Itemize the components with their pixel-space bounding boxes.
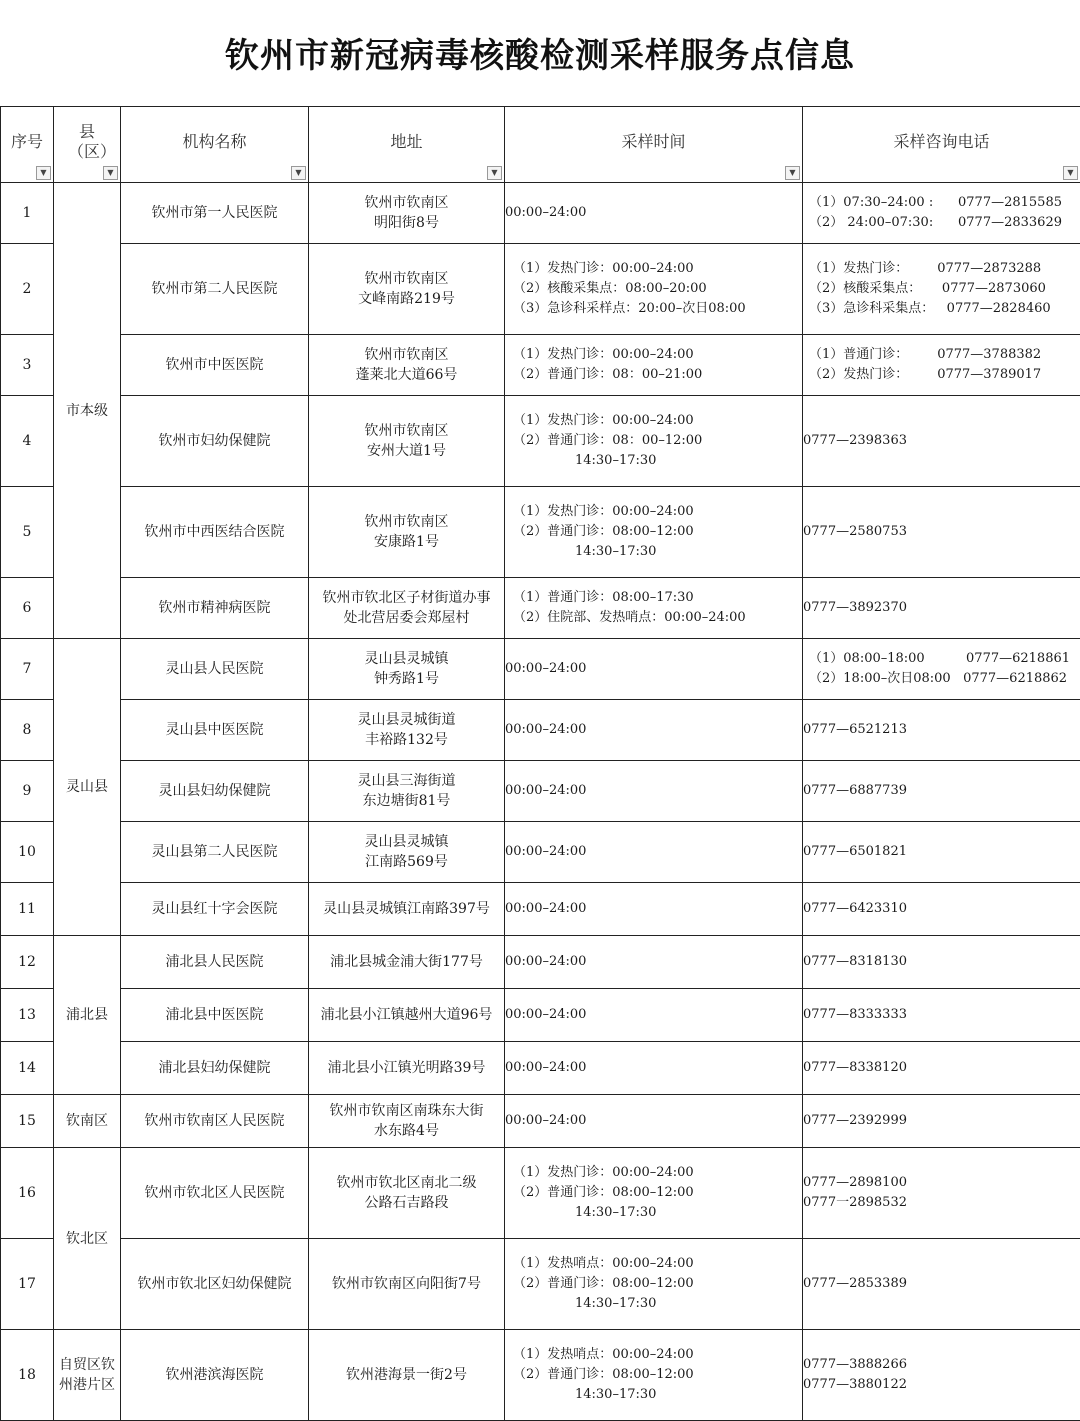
consult-phone [803, 578, 1080, 639]
address-line: 浦北县小江镇越州大道96号 [309, 1005, 504, 1025]
consult-phone-line: 0777—2853389 [803, 1274, 1080, 1294]
institution-name: 浦北县中医医院 [121, 989, 309, 1042]
address [309, 487, 505, 578]
row-number: 15 [1, 1095, 54, 1148]
sampling-time-line: 00:00–24:00 [505, 1058, 802, 1078]
row-number: 9 [1, 761, 54, 822]
institution-name: 钦州市第一人民医院 [121, 183, 309, 244]
sampling-time [505, 335, 803, 396]
sampling-time [505, 1330, 803, 1421]
address-line: 灵山县灵城镇江南路397号 [309, 899, 504, 919]
address-line: 钦州市钦北区南北二级 [309, 1173, 504, 1193]
consult-phone [803, 183, 1080, 244]
address [309, 1095, 505, 1148]
address-line: 浦北县小江镇光明路39号 [309, 1058, 504, 1078]
sampling-time [505, 1095, 803, 1148]
sampling-time-line: 14:30–17:30 [513, 1294, 802, 1314]
table-row [1, 335, 1080, 396]
table-row [1, 989, 1080, 1042]
consult-phone-line: （3）急诊科采集点： 0777—2828460 [809, 299, 1080, 319]
dropdown-filter-icon[interactable]: ▼ [1063, 166, 1078, 180]
row-number: 18 [1, 1330, 54, 1421]
address-line: 钦州市钦南区 [309, 512, 504, 532]
institution-name: 钦州市中西医结合医院 [121, 487, 309, 578]
address-line: 钦州市钦北区子材街道办事 [309, 588, 504, 608]
row-number: 5 [1, 487, 54, 578]
address-line: 浦北县城金浦大街177号 [309, 952, 504, 972]
table-row [1, 183, 1080, 244]
sampling-time-line: （1）发热门诊：00:00–24:00 [513, 1163, 802, 1183]
consult-phone-line: （2）发热门诊： 0777—3789017 [809, 365, 1080, 385]
consult-phone [803, 244, 1080, 335]
consult-phone [803, 1239, 1080, 1330]
institution-name: 钦州港滨海医院 [121, 1330, 309, 1421]
page-title: 钦州市新冠病毒核酸检测采样服务点信息 [0, 28, 1080, 77]
table-row [1, 487, 1080, 578]
institution-name: 钦州市妇幼保健院 [121, 396, 309, 487]
sampling-time-line: （2）普通门诊：08：00–12:00 [513, 431, 802, 451]
institution-name: 钦州市钦北区人民医院 [121, 1148, 309, 1239]
row-number: 12 [1, 936, 54, 989]
sampling-time-line: （2）普通门诊：08:00–12:00 [513, 522, 802, 542]
address-line: 灵山县三海街道 [309, 771, 504, 791]
sampling-time-line: （2）普通门诊：08:00–12:00 [513, 1365, 802, 1385]
address [309, 822, 505, 883]
table-row [1, 822, 1080, 883]
address-line: 钦州市钦南区 [309, 421, 504, 441]
county-cell: 浦北县 [54, 936, 121, 1095]
sampling-time [505, 1239, 803, 1330]
header-time[interactable]: 采样时间 ▼ [505, 107, 803, 183]
sampling-time [505, 883, 803, 936]
consult-phone [803, 487, 1080, 578]
sampling-time-line: 14:30–17:30 [513, 542, 802, 562]
sampling-time-line: 00:00–24:00 [505, 781, 802, 801]
institution-name: 灵山县中医医院 [121, 700, 309, 761]
table-row [1, 700, 1080, 761]
sampling-sites-table [0, 106, 1080, 1421]
consult-phone-line: 0777—3880122 [803, 1375, 1080, 1395]
sampling-time-line: （1）普通门诊：08:00–17:30 [513, 588, 802, 608]
address-line: 灵山县灵城镇 [309, 832, 504, 852]
consult-phone-line: 0777—6501821 [803, 842, 1080, 862]
consult-phone-line: （2） 24:00–07:30: 0777—2833629 [809, 213, 1080, 233]
address-line: 灵山县灵城镇 [309, 649, 504, 669]
sampling-time-line: 00:00–24:00 [505, 1111, 802, 1131]
address-line: 水东路4号 [309, 1121, 504, 1141]
address [309, 700, 505, 761]
consult-phone [803, 936, 1080, 989]
sampling-time-line: 00:00–24:00 [505, 899, 802, 919]
address-line: 江南路569号 [309, 852, 504, 872]
table-row [1, 639, 1080, 700]
table-row [1, 1148, 1080, 1239]
consult-phone-line: 0777—2398363 [803, 431, 1080, 451]
county-cell: 市本级 [54, 183, 121, 639]
sampling-time-line: （1）发热门诊：00:00–24:00 [513, 502, 802, 522]
header-name[interactable]: 机构名称 ▼ [121, 107, 309, 183]
sampling-time-line: 14:30–17:30 [513, 451, 802, 471]
row-number: 14 [1, 1042, 54, 1095]
dropdown-filter-icon[interactable]: ▼ [487, 166, 502, 180]
dropdown-filter-icon[interactable]: ▼ [291, 166, 306, 180]
consult-phone-line: 0777—6887739 [803, 781, 1080, 801]
institution-name: 钦州市精神病医院 [121, 578, 309, 639]
sampling-time [505, 578, 803, 639]
county-cell: 钦南区 [54, 1095, 121, 1148]
sampling-time [505, 487, 803, 578]
row-number: 10 [1, 822, 54, 883]
address [309, 639, 505, 700]
consult-phone-line: 0777—2580753 [803, 522, 1080, 542]
row-number: 4 [1, 396, 54, 487]
institution-name: 浦北县人民医院 [121, 936, 309, 989]
consult-phone [803, 1095, 1080, 1148]
sampling-time-line: （1）发热哨点：00:00–24:00 [513, 1345, 802, 1365]
sampling-time-line: （1）发热门诊：00:00–24:00 [513, 411, 802, 431]
county-cell: 灵山县 [54, 639, 121, 936]
institution-name: 浦北县妇幼保健院 [121, 1042, 309, 1095]
row-number: 13 [1, 989, 54, 1042]
consult-phone-line: （1）普通门诊： 0777—3788382 [809, 345, 1080, 365]
address [309, 335, 505, 396]
institution-name: 钦州市第二人民医院 [121, 244, 309, 335]
institution-name: 钦州市中医医院 [121, 335, 309, 396]
table-row [1, 1042, 1080, 1095]
address-line: 文峰南路219号 [309, 289, 504, 309]
consult-phone-line: 0777一2898532 [803, 1193, 1080, 1213]
table-row [1, 1095, 1080, 1148]
institution-name: 灵山县第二人民医院 [121, 822, 309, 883]
row-number: 2 [1, 244, 54, 335]
consult-phone-line: （2）18:00–次日08:00 0777—6218862 [809, 669, 1080, 689]
sampling-time [505, 396, 803, 487]
sampling-time-line: （1）发热门诊：00:00–24:00 [513, 345, 802, 365]
consult-phone-line: 0777—6521213 [803, 720, 1080, 740]
header-address[interactable]: 地址 ▼ [309, 107, 505, 183]
header-row [1, 107, 1080, 183]
address [309, 883, 505, 936]
row-number: 3 [1, 335, 54, 396]
institution-name: 灵山县红十字会医院 [121, 883, 309, 936]
row-number: 11 [1, 883, 54, 936]
table-row [1, 1330, 1080, 1421]
address [309, 1042, 505, 1095]
consult-phone-line: 0777—6423310 [803, 899, 1080, 919]
address-line: 东边塘街81号 [309, 791, 504, 811]
address [309, 1239, 505, 1330]
consult-phone-line: 0777—8338120 [803, 1058, 1080, 1078]
institution-name: 灵山县妇幼保健院 [121, 761, 309, 822]
address-line: 钦州市钦南区 [309, 269, 504, 289]
address [309, 183, 505, 244]
sampling-time-line: （3）急诊科采样点：20:00–次日08:00 [513, 299, 802, 319]
institution-name: 钦州市钦南区人民医院 [121, 1095, 309, 1148]
sampling-time [505, 1042, 803, 1095]
address-line: 蓬莱北大道66号 [309, 365, 504, 385]
table-row [1, 883, 1080, 936]
row-number: 16 [1, 1148, 54, 1239]
address [309, 1148, 505, 1239]
address-line: 钦州港海景一街2号 [309, 1365, 504, 1385]
address-line: 灵山县灵城街道 [309, 710, 504, 730]
sampling-time-line: （2）普通门诊：08:00–12:00 [513, 1183, 802, 1203]
address [309, 936, 505, 989]
consult-phone-line: （1）08:00–18:00 0777—6218861 [809, 649, 1080, 669]
address [309, 761, 505, 822]
table-row [1, 244, 1080, 335]
county-cell: 自贸区钦州港片区 [54, 1330, 121, 1421]
consult-phone [803, 1148, 1080, 1239]
address [309, 578, 505, 639]
sampling-time-line: 14:30–17:30 [513, 1385, 802, 1405]
sampling-time-line: 00:00–24:00 [505, 203, 802, 223]
consult-phone [803, 989, 1080, 1042]
address [309, 1330, 505, 1421]
address-line: 处北营居委会郑屋村 [309, 608, 504, 628]
address-line: 安州大道1号 [309, 441, 504, 461]
consult-phone [803, 761, 1080, 822]
header-county[interactable]: 县（区） ▼ [54, 107, 121, 183]
sampling-time-line: （1）发热门诊：00:00–24:00 [513, 259, 802, 279]
address-line: 公路石吉路段 [309, 1193, 504, 1213]
table-body [1, 183, 1080, 1421]
sampling-time [505, 936, 803, 989]
sampling-time-line: （2）普通门诊：08：00–21:00 [513, 365, 802, 385]
sampling-time-line: 00:00–24:00 [505, 1005, 802, 1025]
table-row [1, 578, 1080, 639]
address [309, 244, 505, 335]
consult-phone-line: 0777—3892370 [803, 598, 1080, 618]
row-number: 1 [1, 183, 54, 244]
consult-phone-line: （1）07:30–24:00 : 0777—2815585 [809, 193, 1080, 213]
table-row [1, 761, 1080, 822]
consult-phone-line: 0777—2898100 [803, 1173, 1080, 1193]
address-line: 钦州市钦南区南珠东大街 [309, 1101, 504, 1121]
sampling-time-line: 14:30–17:30 [513, 1203, 802, 1223]
dropdown-filter-icon[interactable]: ▼ [785, 166, 800, 180]
dropdown-filter-icon[interactable]: ▼ [103, 166, 118, 180]
sampling-time [505, 244, 803, 335]
row-number: 8 [1, 700, 54, 761]
consult-phone-line: 0777—2392999 [803, 1111, 1080, 1131]
dropdown-filter-icon[interactable]: ▼ [36, 166, 51, 180]
consult-phone [803, 883, 1080, 936]
institution-name: 灵山县人民医院 [121, 639, 309, 700]
consult-phone [803, 335, 1080, 396]
sampling-time [505, 989, 803, 1042]
sampling-time [505, 1148, 803, 1239]
address [309, 989, 505, 1042]
sampling-time [505, 761, 803, 822]
address-line: 明阳街8号 [309, 213, 504, 233]
sampling-time [505, 183, 803, 244]
consult-phone-line: （2）核酸采集点： 0777—2873060 [809, 279, 1080, 299]
address-line: 丰裕路132号 [309, 730, 504, 750]
table-row [1, 1239, 1080, 1330]
row-number: 7 [1, 639, 54, 700]
consult-phone [803, 1330, 1080, 1421]
consult-phone [803, 822, 1080, 883]
sampling-time-line: 00:00–24:00 [505, 720, 802, 740]
institution-name: 钦州市钦北区妇幼保健院 [121, 1239, 309, 1330]
sampling-time-line: 00:00–24:00 [505, 842, 802, 862]
sampling-time-line: （1）发热哨点：00:00–24:00 [513, 1254, 802, 1274]
sampling-time-line: 00:00–24:00 [505, 952, 802, 972]
header-phone[interactable]: 采样咨询电话 ▼ [803, 107, 1080, 183]
consult-phone-line: 0777—3888266 [803, 1355, 1080, 1375]
consult-phone-line: 0777—8333333 [803, 1005, 1080, 1025]
sampling-time [505, 822, 803, 883]
sampling-time [505, 639, 803, 700]
sampling-time-line: （2）住院部、发热哨点：00:00–24:00 [513, 608, 802, 628]
table-row [1, 936, 1080, 989]
consult-phone [803, 396, 1080, 487]
consult-phone [803, 700, 1080, 761]
consult-phone [803, 639, 1080, 700]
sampling-time-line: （2）普通门诊：08:00–12:00 [513, 1274, 802, 1294]
address-line: 钟秀路1号 [309, 669, 504, 689]
address [309, 396, 505, 487]
county-cell: 钦北区 [54, 1148, 121, 1330]
sampling-time-line: （2）核酸采集点：08:00–20:00 [513, 279, 802, 299]
table-row [1, 396, 1080, 487]
row-number: 17 [1, 1239, 54, 1330]
address-line: 钦州市钦南区向阳街7号 [309, 1274, 504, 1294]
sampling-time [505, 700, 803, 761]
header-no[interactable]: 序号 ▼ [1, 107, 54, 183]
sampling-time-line: 00:00–24:00 [505, 659, 802, 679]
address-line: 钦州市钦南区 [309, 193, 504, 213]
row-number: 6 [1, 578, 54, 639]
consult-phone-line: 0777—8318130 [803, 952, 1080, 972]
address-line: 钦州市钦南区 [309, 345, 504, 365]
consult-phone [803, 1042, 1080, 1095]
consult-phone-line: （1）发热门诊： 0777—2873288 [809, 259, 1080, 279]
address-line: 安康路1号 [309, 532, 504, 552]
